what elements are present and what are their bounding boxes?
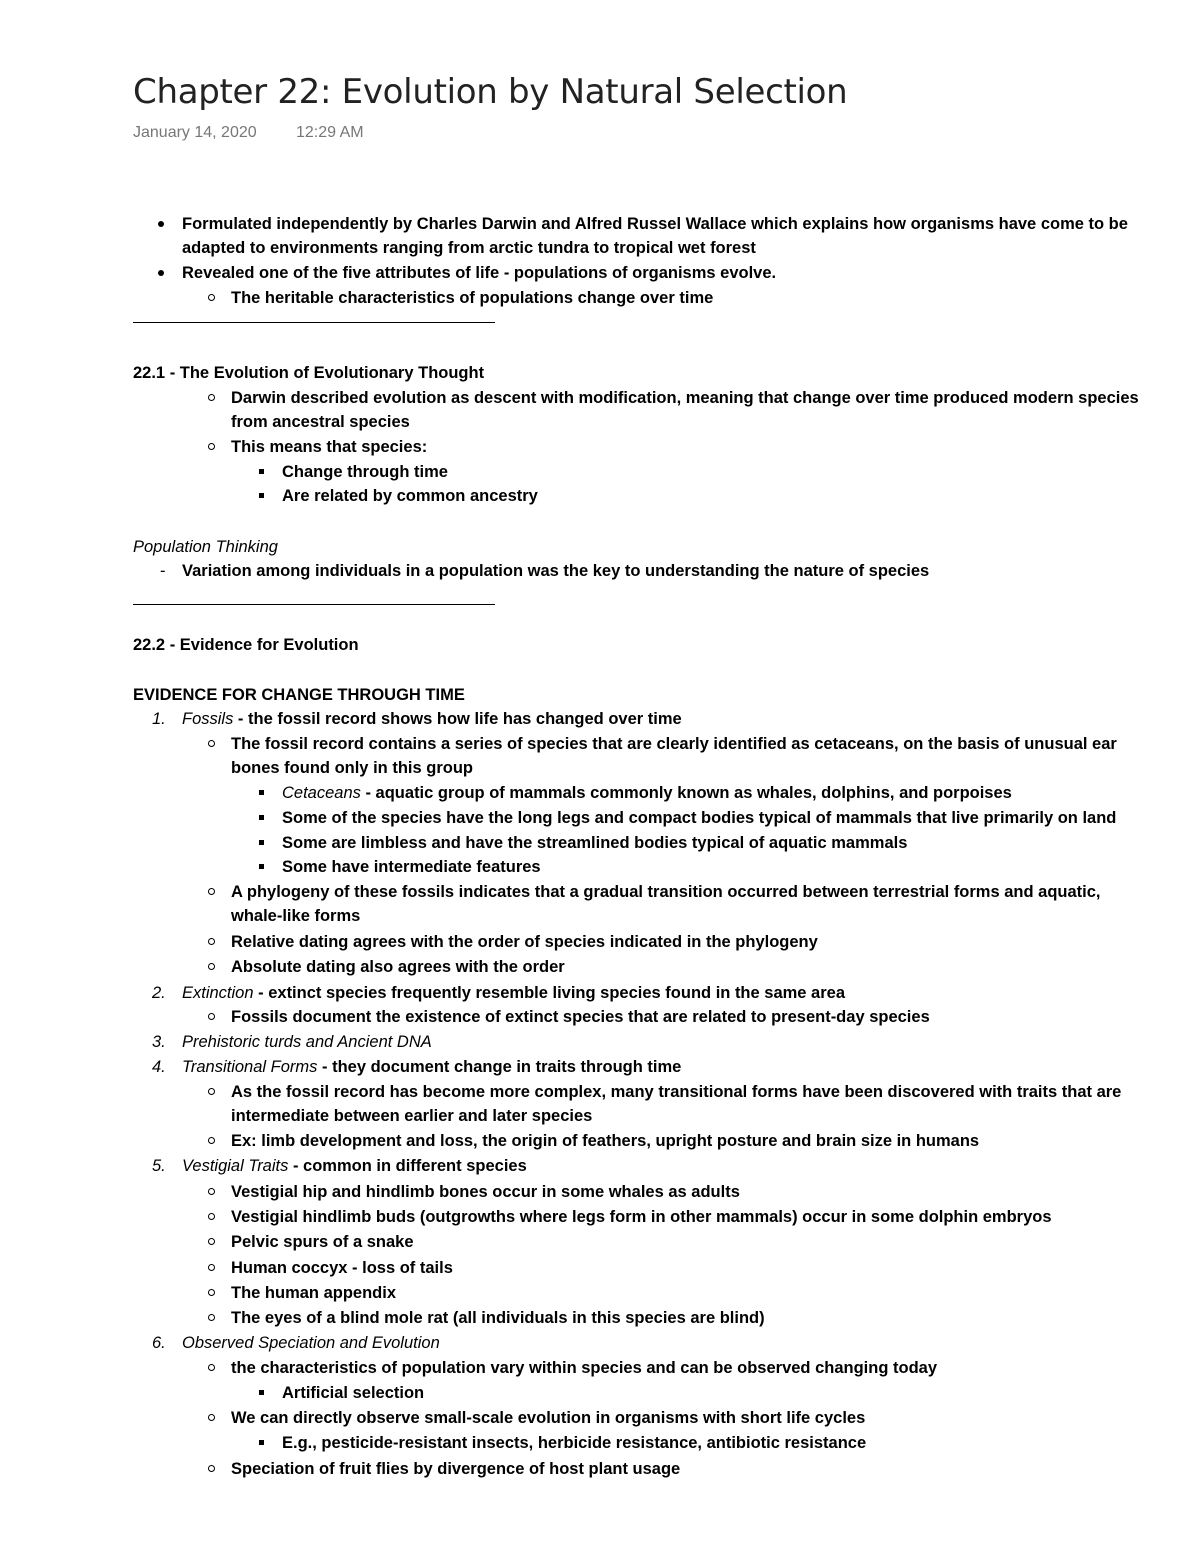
fossils-d: Absolute dating also agrees with the order bbox=[231, 958, 565, 976]
population-thinking-item: Variation among individuals in a population was the key to understanding the nature of species bbox=[182, 562, 930, 580]
intro-item-2-sub: The heritable characteristics of populations change over time bbox=[231, 289, 714, 307]
fossils-a-sub-4: Some have intermediate features bbox=[282, 858, 541, 876]
s1-item-2-sub-2: Are related by common ancestry bbox=[282, 487, 538, 505]
list-number: 4. bbox=[152, 1058, 166, 1076]
vestigial-d: Human coccyx - loss of tails bbox=[231, 1259, 453, 1277]
fossils-c: Relative dating agrees with the order of species indicated in the phylogeny bbox=[231, 933, 818, 951]
s1-item-2-sub-1: Change through time bbox=[282, 463, 448, 481]
extinction-item bbox=[182, 981, 845, 1005]
vestigial-f: The eyes of a blind mole rat (all individuals in this species are blind) bbox=[231, 1309, 765, 1327]
transitional-b: Ex: limb development and loss, the origin of feathers, upright posture and brain size in humans bbox=[231, 1132, 980, 1150]
extinction-a: Fossils document the existence of extinct species that are related to present-day species bbox=[231, 1008, 930, 1026]
extinction-term: Extinction bbox=[182, 984, 254, 1002]
list-number: 2. bbox=[152, 984, 166, 1002]
cetaceans-item bbox=[282, 781, 1012, 805]
fossils-b-cont: whale-like forms bbox=[231, 907, 361, 925]
cetaceans-desc: - aquatic group of mammals commonly known as whales, dolphins, and porpoises bbox=[360, 784, 1012, 802]
fossils-b: A phylogeny of these fossils indicates that a gradual transition occurred between terrestrial forms and aquatic, bbox=[231, 883, 1101, 901]
observed-a-sub: Artificial selection bbox=[282, 1384, 425, 1402]
fossils-a-sub-3: Some are limbless and have the streamlined bodies typical of aquatic mammals bbox=[282, 834, 908, 852]
vestigial-e: The human appendix bbox=[231, 1284, 397, 1302]
observed-c: Speciation of fruit flies by divergence of host plant usage bbox=[231, 1460, 681, 1478]
evidence-subheading: EVIDENCE FOR CHANGE THROUGH TIME bbox=[133, 686, 465, 704]
intro-item-1: Formulated independently by Charles Darwin and Alfred Russel Wallace which explains how organisms have come to be bbox=[182, 215, 1128, 233]
fossils-a: The fossil record contains a series of species that are clearly identified as cetaceans, on the basis of unusual ear bbox=[231, 735, 1117, 753]
list-number: 5. bbox=[152, 1157, 166, 1175]
fossils-item bbox=[182, 707, 682, 731]
dash-marker: - bbox=[160, 562, 166, 580]
s1-item-2: This means that species: bbox=[231, 438, 428, 456]
vestigial-b: Vestigial hindlimb buds (outgrowths where legs form in other mammals) occur in some dolphin embryos bbox=[231, 1208, 1052, 1226]
fossils-a-sub-2: Some of the species have the long legs and compact bodies typical of mammals that live primarily on land bbox=[282, 809, 1117, 827]
divider bbox=[133, 322, 495, 323]
vestigial-term: Vestigial Traits bbox=[182, 1157, 289, 1175]
vestigial-a: Vestigial hip and hindlimb bones occur in some whales as adults bbox=[231, 1183, 740, 1201]
transitional-item bbox=[182, 1055, 681, 1079]
fossils-term: Fossils bbox=[182, 710, 234, 728]
transitional-desc: - they document change in traits through time bbox=[317, 1058, 682, 1076]
extinction-desc: - extinct species frequently resemble living species found in the same area bbox=[253, 984, 846, 1002]
transitional-a-cont: intermediate between earlier and later species bbox=[231, 1107, 593, 1125]
observed-b: We can directly observe small-scale evolution in organisms with short life cycles bbox=[231, 1409, 866, 1427]
divider bbox=[133, 604, 495, 605]
vestigial-item bbox=[182, 1154, 527, 1178]
list-number: 3. bbox=[152, 1033, 166, 1051]
observed-a: the characteristics of population vary within species and can be observed changing today bbox=[231, 1359, 938, 1377]
page-time: 12:29 AM bbox=[296, 124, 364, 141]
transitional-term: Transitional Forms bbox=[182, 1058, 318, 1076]
intro-item-2: Revealed one of the five attributes of life - populations of organisms evolve. bbox=[182, 264, 777, 282]
s1-item-1-cont: from ancestral species bbox=[231, 413, 410, 431]
observed-b-sub: E.g., pesticide-resistant insects, herbicide resistance, antibiotic resistance bbox=[282, 1434, 867, 1452]
vestigial-c: Pelvic spurs of a snake bbox=[231, 1233, 414, 1251]
observed-item: Observed Speciation and Evolution bbox=[182, 1334, 440, 1352]
section-heading-22-1: 22.1 - The Evolution of Evolutionary Thought bbox=[133, 364, 485, 382]
population-thinking-heading: Population Thinking bbox=[133, 538, 278, 556]
list-number: 1. bbox=[152, 710, 166, 728]
fossils-a-cont: bones found only in this group bbox=[231, 759, 473, 777]
s1-item-1: Darwin described evolution as descent with modification, meaning that change over time produced modern species bbox=[231, 389, 1139, 407]
section-heading-22-2: 22.2 - Evidence for Evolution bbox=[133, 636, 359, 654]
page-title: Chapter 22: Evolution by Natural Selection bbox=[133, 72, 848, 112]
page-date: January 14, 2020 bbox=[133, 124, 257, 141]
intro-item-1-cont: adapted to environments ranging from arctic tundra to tropical wet forest bbox=[182, 239, 756, 257]
cetaceans-term: Cetaceans bbox=[282, 784, 361, 802]
vestigial-desc: - common in different species bbox=[288, 1157, 527, 1175]
prehistoric-item: Prehistoric turds and Ancient DNA bbox=[182, 1033, 432, 1051]
transitional-a: As the fossil record has become more complex, many transitional forms have been discovered with traits that are bbox=[231, 1083, 1122, 1101]
list-number: 6. bbox=[152, 1334, 166, 1352]
fossils-desc: - the fossil record shows how life has changed over time bbox=[233, 710, 682, 728]
